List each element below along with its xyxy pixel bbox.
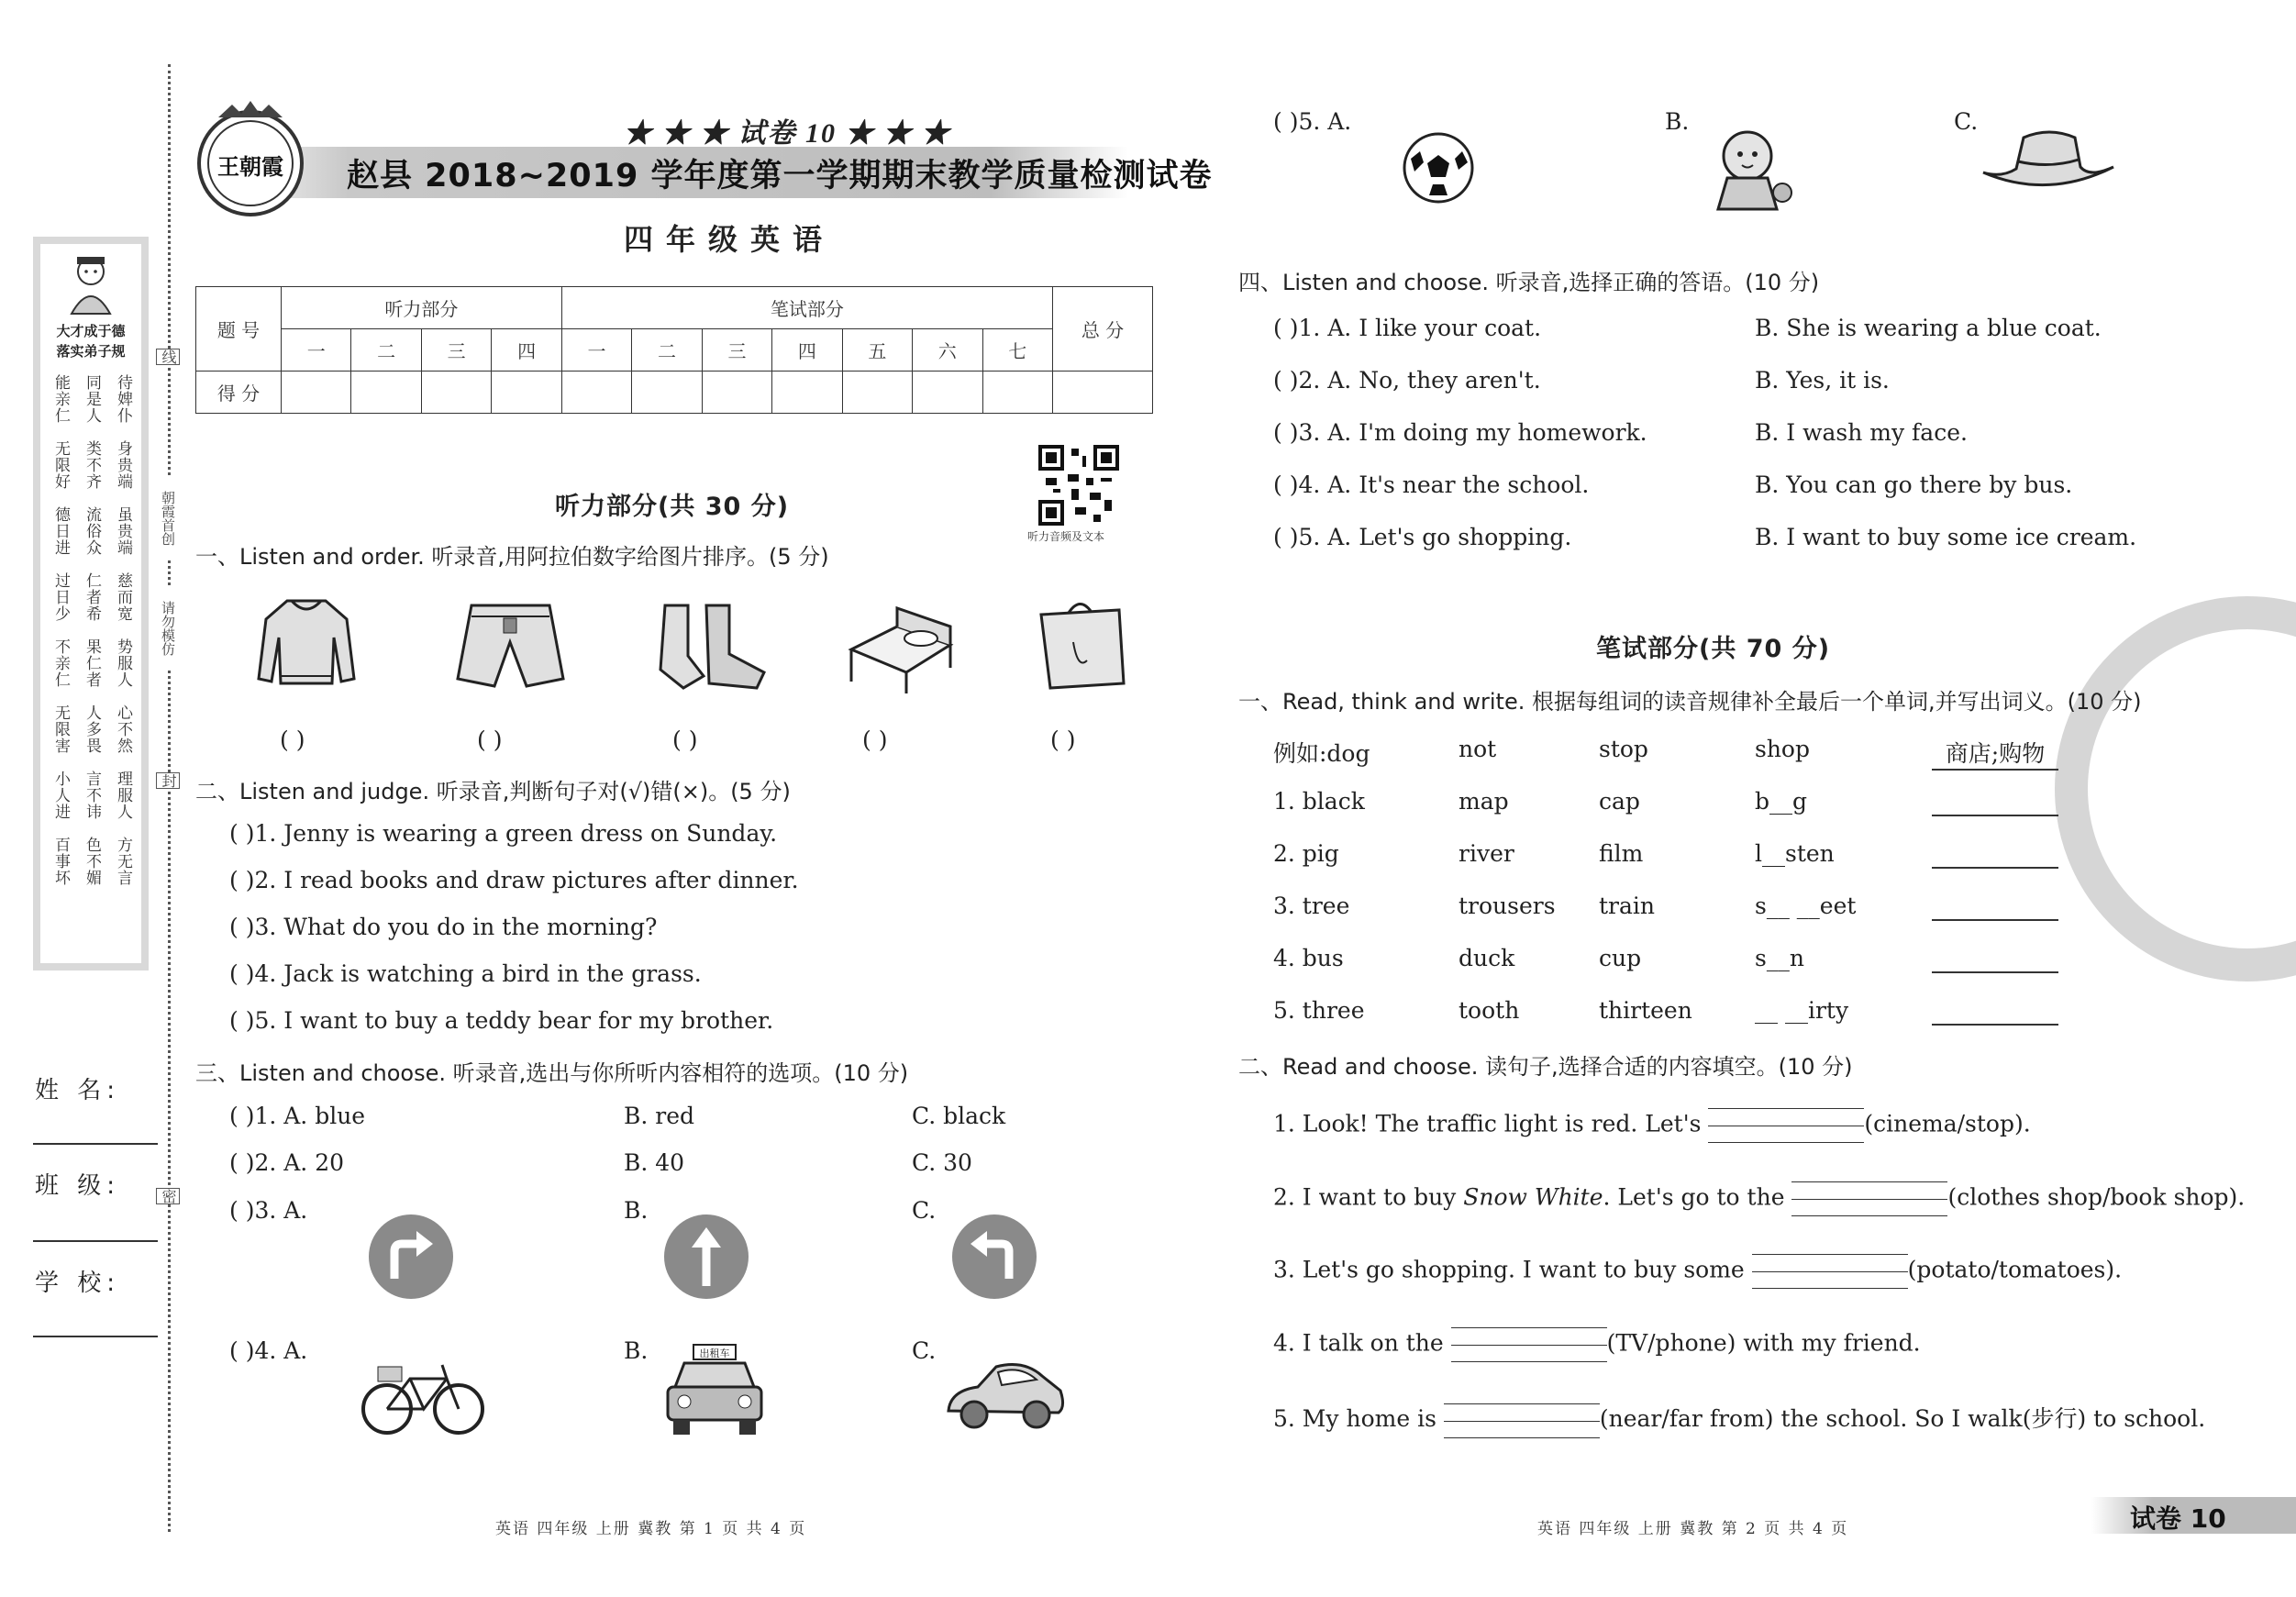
judge-item-4[interactable]: ( )4. Jack is watching a bird in the grass. (229, 960, 702, 987)
meaning-blank[interactable] (1932, 971, 2058, 973)
football-icon (1402, 131, 1475, 205)
choose-4-b: B. (624, 1337, 649, 1364)
qr-code[interactable] (1038, 445, 1119, 526)
motto-line-1: 大才成于德 (56, 323, 126, 339)
tab-no-copy: 请勿模仿 (156, 587, 178, 670)
meaning-blank[interactable] (1932, 1024, 2058, 1026)
score-cell[interactable] (982, 372, 1052, 414)
fill-sentence-1: 1. Look! The traffic light is red. Let's (cinema/stop). (1273, 1108, 2031, 1143)
score-cell[interactable] (772, 372, 842, 414)
meaning-blank[interactable] (1932, 919, 2058, 921)
phonics-fill-word[interactable]: b__g (1755, 788, 1808, 815)
choose-1-c: C. black (912, 1103, 1006, 1129)
exam-title: 赵县 2018~2019 学年度第一学期期末教学质量检测试卷 (347, 158, 1213, 194)
fill-blank[interactable] (1791, 1181, 1947, 1216)
phonics-example-word: 例如:dog (1273, 740, 1370, 767)
choose-1-a[interactable]: ( )1. A. blue (229, 1103, 366, 1129)
phonics-word: stop (1599, 736, 1648, 762)
binding-line (168, 64, 171, 1532)
write-q2-heading: 二、Read and choose. 读句子,选择合适的内容填空。(10 分) (1238, 1054, 1853, 1080)
answer-4-b: B. You can go there by bus. (1755, 471, 2073, 498)
motto-columns: 能亲仁 同是人 待婢仆 无限好 类不齐 身贵端 德日进 流俗众 虽贵端 过日少 仁者希 慈而宽 不亲仁 果仁者 势服人 无限害 人多畏 心不然 小人进 言不讳 理服人 百事坏 色不媚 方无言 (51, 374, 132, 886)
phonics-word: river (1459, 840, 1514, 867)
judge-item-2[interactable]: ( )2. I read books and draw pictures after dinner. (229, 867, 799, 893)
tab-line: 线 (156, 349, 180, 365)
fill-sentence-3: 3. Let's go shopping. I want to buy some (potato/tomatoes). (1273, 1254, 2122, 1289)
answer-4-a[interactable]: ( )4. A. It's near the school. (1273, 471, 1590, 498)
choose-3-a[interactable]: ( )3. A. (229, 1197, 308, 1224)
listening-title: 听力部分(共 30 分) (555, 493, 790, 521)
school-label: 学 校: (35, 1270, 121, 1297)
fill-sentence-4: 4. I talk on the (TV/phone) with my friend. (1273, 1327, 1921, 1362)
order-blank[interactable]: ( ) (477, 726, 503, 753)
answer-5-b: B. I want to buy some ice cream. (1755, 524, 2137, 550)
phonics-word: 2. pig (1273, 840, 1339, 867)
fill-sentence-5: 5. My home is (near/far from) the school. So I walk(步行) to school. (1273, 1401, 2205, 1438)
name-field[interactable] (33, 1143, 158, 1145)
choose-5-a[interactable]: ( )5. A. (1273, 108, 1352, 135)
shorts-icon (453, 596, 568, 693)
row-label-question: 题 号 (196, 287, 282, 372)
phonics-word: 1. black (1273, 788, 1365, 815)
choose-4-c: C. (912, 1337, 937, 1364)
phonics-word: not (1459, 736, 1497, 762)
order-blank[interactable]: ( ) (862, 726, 888, 753)
writing-group: 笔试部分 (561, 287, 1052, 329)
shopping-bag-icon (1032, 596, 1133, 693)
phonics-word: tooth (1459, 997, 1520, 1024)
answer-1-a[interactable]: ( )1. A. I like your coat. (1273, 315, 1542, 341)
listening-group: 听力部分 (282, 287, 562, 329)
paper-number: ★ ★ ★ 试卷 10 ★ ★ ★ (624, 118, 951, 149)
phonics-fill-word[interactable]: __ __irty (1755, 997, 1849, 1024)
motto-line-2: 落实弟子规 (56, 343, 126, 360)
choose-3-b: B. (624, 1197, 649, 1224)
score-cell[interactable] (561, 372, 631, 414)
phonics-word: 5. three (1273, 997, 1365, 1024)
class-label: 班 级: (35, 1172, 121, 1200)
score-cell[interactable] (913, 372, 982, 414)
order-blank[interactable]: ( ) (280, 726, 305, 753)
score-cell[interactable] (842, 372, 912, 414)
order-blank[interactable]: ( ) (1050, 726, 1076, 753)
publisher-logo (191, 99, 310, 218)
judge-item-1[interactable]: ( )1. Jenny is wearing a green dress on Sunday. (229, 820, 778, 847)
choose-2-c: C. 30 (912, 1149, 972, 1176)
answer-2-b: B. Yes, it is. (1755, 367, 1890, 394)
fill-blank[interactable] (1752, 1254, 1908, 1289)
listen-q1-heading: 一、Listen and order. 听录音,用阿拉伯数字给图片排序。(5 分) (195, 544, 829, 570)
score-cell[interactable] (492, 372, 561, 414)
phonics-word: cup (1599, 945, 1642, 971)
turn-right-sign-icon (367, 1213, 455, 1301)
judge-item-5[interactable]: ( )5. I want to buy a teddy bear for my brother. (229, 1007, 774, 1034)
answer-1-b: B. She is wearing a blue coat. (1755, 315, 2102, 341)
name-label: 姓 名: (35, 1077, 121, 1104)
footer-badge: 试卷 10 (2130, 1503, 2226, 1534)
score-cell[interactable] (421, 372, 491, 414)
row-label-score: 得 分 (196, 372, 282, 414)
fill-blank[interactable] (1444, 1403, 1600, 1438)
phonics-word: duck (1459, 945, 1515, 971)
bicycle-icon (360, 1347, 486, 1438)
answer-3-b: B. I wash my face. (1755, 419, 1968, 446)
meaning-blank[interactable] (1932, 815, 2058, 816)
choose-4-a[interactable]: ( )4. A. (229, 1337, 308, 1364)
car-icon (941, 1354, 1070, 1436)
listen-q4-heading: 四、Listen and choose. 听录音,选择正确的答语。(10 分) (1238, 270, 1820, 295)
class-field[interactable] (33, 1240, 158, 1242)
tab-seal: 封 (156, 772, 180, 789)
listen-q3-heading: 三、Listen and choose. 听录音,选出与你所听内容相符的选项。(10 分) (195, 1060, 909, 1086)
sweater-icon (255, 592, 358, 694)
total-cell[interactable] (1053, 372, 1153, 414)
order-blank[interactable]: ( ) (672, 726, 698, 753)
tab-original: 朝霞首创 (156, 477, 178, 560)
fill-blank[interactable] (1708, 1108, 1864, 1143)
choose-2-a[interactable]: ( )2. A. 20 (229, 1149, 345, 1176)
go-straight-sign-icon (662, 1213, 750, 1301)
write-q1-heading: 一、Read, think and write. 根据每组词的读音规律补全最后一个单词,并写出词义。(10 分) (1238, 689, 2142, 715)
phonics-word: cap (1599, 788, 1640, 815)
phonics-fill-word[interactable]: l__sten (1755, 840, 1835, 867)
total-label: 总 分 (1053, 287, 1153, 372)
exam-subtitle: 四年级英语 (624, 222, 836, 257)
footer-right: 英语 四年级 上册 冀教 第 2 页 共 4 页 (1537, 1520, 1849, 1538)
phonics-word: shop (1755, 736, 1810, 762)
phonics-word: film (1599, 840, 1644, 867)
fill-blank[interactable] (1451, 1327, 1607, 1362)
answer-5-a[interactable]: ( )5. A. Let's go shopping. (1273, 524, 1572, 550)
socks-icon (647, 601, 771, 693)
motto-panel (33, 237, 149, 970)
watermark-seal (2055, 596, 2296, 981)
footer-left: 英语 四年级 上册 冀教 第 1 页 共 4 页 (495, 1520, 807, 1538)
phonics-word: 3. tree (1273, 893, 1350, 919)
fill-sentence-2: 2. I want to buy Snow White. Let's go to the (clothes shop/book shop). (1273, 1181, 2245, 1216)
bed-icon (842, 594, 958, 695)
answer-2-a[interactable]: ( )2. A. No, they aren't. (1273, 367, 1541, 394)
choose-2-b: B. 40 (624, 1149, 685, 1176)
choose-3-c: C. (912, 1197, 937, 1224)
answer-3-a[interactable]: ( )3. A. I'm doing my homework. (1273, 419, 1647, 446)
writing-title: 笔试部分(共 70 分) (1596, 635, 1831, 663)
logo-text: 王朝霞 (217, 154, 283, 180)
scholar-figure-icon (61, 251, 121, 316)
score-cell[interactable] (351, 372, 421, 414)
listen-q2-heading: 二、Listen and judge. 听录音,判断句子对(√)错(×)。(5 分) (195, 779, 791, 804)
phonics-word: trousers (1459, 893, 1556, 919)
tab-secret: 密 (156, 1188, 180, 1204)
phonics-word: 4. bus (1273, 945, 1344, 971)
score-table: 题 号 听力部分 笔试部分 总 分 一 二 三 四 一 二 三 四 五 六 七 得 分 (195, 286, 1153, 414)
meaning-blank[interactable] (1932, 867, 2058, 869)
teddy-doll-icon (1702, 121, 1802, 222)
choose-5-b: B. (1665, 108, 1690, 135)
score-cell[interactable] (282, 372, 351, 414)
cowboy-hat-icon (1980, 127, 2117, 196)
phonics-word: map (1459, 788, 1509, 815)
choose-5-c: C. (1954, 108, 1979, 135)
choose-1-b: B. red (624, 1103, 695, 1129)
judge-item-3[interactable]: ( )3. What do you do in the morning? (229, 914, 658, 940)
qr-caption: 听力音频及文本 (1027, 530, 1105, 543)
phonics-fill-word[interactable]: s__n (1755, 945, 1804, 971)
phonics-word: train (1599, 893, 1655, 919)
score-cell[interactable] (702, 372, 771, 414)
phonics-word: thirteen (1599, 997, 1692, 1024)
phonics-fill-word[interactable]: s__ __eet (1755, 893, 1857, 919)
taxi-sign-text: 出租车 (699, 1347, 730, 1359)
turn-left-sign-icon (950, 1213, 1038, 1301)
school-field[interactable] (33, 1336, 158, 1337)
score-cell[interactable] (632, 372, 702, 414)
taxi-icon (662, 1341, 767, 1438)
phonics-example-meaning: 商店;购物 (1932, 736, 2058, 771)
